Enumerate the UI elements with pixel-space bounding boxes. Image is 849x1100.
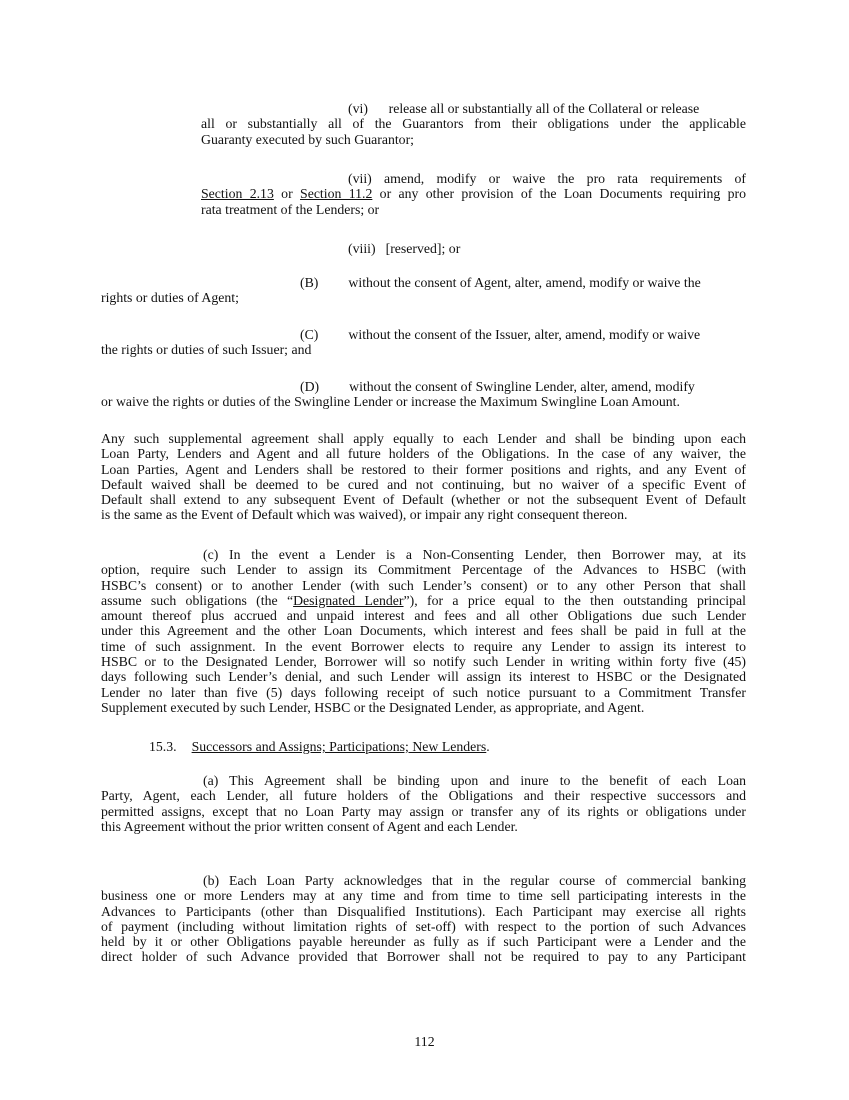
clause-vi-line: (vi) release all or substantially all of the Collateral or release	[348, 101, 700, 116]
section-2-13-link[interactable]: Section 2.13	[201, 186, 274, 202]
section-number: 15.3.	[149, 739, 177, 754]
clause-vi-line: Guaranty executed by such Guarantor;	[201, 131, 415, 147]
paragraph-line: Lender no later than five (5) days following receipt of such notice pursuant to a Commitment Transfer	[101, 684, 746, 700]
paragraph-text: ”), for a price equal to the then outstanding principal	[403, 592, 746, 608]
designated-lender-term: Designated Lender	[293, 592, 404, 608]
clause-text: without the consent of the Issuer, alter, amend, modify or waive	[348, 327, 701, 342]
clause-text: or any other provision of the Loan Documents requiring pro	[372, 186, 746, 202]
clause-B	[101, 275, 746, 306]
paragraph-a	[101, 773, 746, 834]
section-title-period: .	[486, 739, 490, 754]
clause-viii-line	[348, 241, 648, 256]
section-heading-line	[149, 739, 649, 754]
paragraph-line	[101, 773, 746, 788]
clause-D-line	[101, 379, 746, 394]
section-11-2-link[interactable]: Section 11.2	[300, 186, 373, 202]
clause-number: (viii)	[348, 241, 376, 256]
paragraph-line: Default shall extend to any subsequent Event of Default (whether or not the subsequent Event of Default	[101, 492, 746, 508]
paragraph-text: This Agreement shall be binding upon and inure to the benefit of each Loan	[229, 773, 746, 788]
paragraph-line: option, require such Lender to assign its Commitment Percentage of the Advances to HSBC (with	[101, 562, 746, 578]
paragraph-line: direct holder of such Advance provided that Borrower shall not be required to pay to any Participant	[101, 949, 746, 965]
clause-vii-line	[201, 171, 746, 186]
clause-text: or	[273, 186, 301, 202]
clause-C-line	[101, 327, 746, 342]
paragraph-line: Loan Party, Lenders and Agent and all future holders of the Obligations. In the case of any waiver, the	[101, 446, 746, 462]
clause-B-line: rights or duties of Agent;	[101, 290, 239, 306]
paragraph-line: under this Agreement and the other Loan Documents, which interest and fees shall be paid in full at the	[101, 623, 746, 639]
section-title: Successors and Assigns; Participations; New Lenders	[191, 739, 487, 754]
clause-C	[101, 327, 746, 358]
clause-vi	[201, 101, 746, 147]
clause-C-line: the rights or duties of such Issuer; and	[101, 342, 312, 358]
paragraph-text: In the event a Lender is a Non-Consenting Lender, then Borrower may, at its	[229, 547, 746, 562]
supplemental-agreement-paragraph	[101, 431, 746, 523]
paragraph-text: Each Loan Party acknowledges that in the regular course of commercial banking	[229, 873, 746, 888]
clause-text: without the consent of Swingline Lender, alter, amend, modify	[349, 379, 695, 394]
paragraph-c	[101, 547, 746, 715]
paragraph-line: HSBC’s consent) or to another Lender (with such Lender’s consent) or to any other Person that shall	[101, 577, 746, 593]
clause-number: (C)	[300, 327, 319, 342]
paragraph-line: HSBC or to the Designated Lender, Borrower will so notify such Lender in writing within forty five (45)	[101, 654, 746, 670]
clause-D-line: or waive the rights or duties of the Swingline Lender or increase the Maximum Swingline Loan Amount.	[101, 394, 680, 410]
paragraph-line: of payment (including without limitation rights of set-off) with respect to the portion of such Advances	[101, 918, 746, 934]
clause-number: (D)	[300, 379, 320, 394]
clause-vii-line	[201, 186, 746, 201]
paragraph-line	[101, 547, 746, 562]
clause-vi-line: all or substantially all of the Guarantors from their obligations under the applicable	[201, 116, 746, 132]
section-heading	[149, 739, 649, 754]
paragraph-line: business one or more Lenders may at any time and from time to time sell participating interests in the	[101, 888, 746, 904]
paragraph-b	[101, 873, 746, 965]
paragraph-line: permitted assigns, except that no Loan Party may assign or transfer any of its rights or obligations under	[101, 803, 746, 819]
clause-number: (B)	[300, 275, 319, 290]
paragraph-line: Advances to Participants (other than Disqualified Institutions). Each Participant may exercise all rights	[101, 903, 746, 919]
paragraph-line: days following such Lender’s denial, and such Lender will assign its interest to HSBC or the Designated	[101, 669, 746, 685]
paragraph-line	[101, 593, 746, 608]
paragraph-line: Loan Parties, Agent and Lenders shall be restored to their former positions and rights, and any Event of	[101, 461, 746, 477]
clause-vii	[201, 171, 746, 217]
paragraph-line: amount thereof plus accrued and unpaid interest and fees and all other Obligations due such Lender	[101, 608, 746, 624]
clause-text: [reserved]; or	[385, 241, 461, 256]
clause-text: without the consent of Agent, alter, amend, modify or waive the	[348, 275, 701, 290]
clause-number: (vii)	[348, 171, 372, 186]
paragraph-line: Supplement executed by such Lender, HSBC or the Designated Lender, as appropriate, and Agent.	[101, 699, 645, 715]
paragraph-line	[101, 873, 746, 888]
page-number: 112	[414, 1034, 435, 1049]
paragraph-line: time of such assignment. In the event Borrower elects to require any Lender to assign its interest to	[101, 638, 746, 654]
paragraph-line: this Agreement without the prior written consent of Agent and each Lender.	[101, 818, 518, 834]
paragraph-text: assume such obligations (the “	[101, 592, 294, 608]
paragraph-number: (c)	[203, 547, 219, 562]
paragraph-line: Any such supplemental agreement shall apply equally to each Lender and shall be binding upon each	[101, 431, 746, 446]
clause-B-line	[101, 275, 746, 290]
paragraph-line: is the same as the Event of Default which was waived), or impair any right consequent thereon.	[101, 507, 628, 523]
paragraph-number: (a)	[203, 773, 219, 788]
paragraph-line: held by it or other Obligations payable hereunder as fully as if such Participant were a Lender and the	[101, 934, 746, 950]
paragraph-number: (b)	[203, 873, 220, 888]
clause-vii-line: rata treatment of the Lenders; or	[201, 201, 380, 217]
paragraph-line: Default waived shall be deemed to be cured and not continuing, but no waiver of a specific Event of	[101, 476, 746, 492]
paragraph-line: Party, Agent, each Lender, all future holders of the Obligations and their respective successors and	[101, 788, 746, 804]
clause-D	[101, 379, 746, 410]
clause-viii	[348, 241, 648, 256]
clause-text: amend, modify or waive the pro rata requirements of	[384, 171, 747, 186]
